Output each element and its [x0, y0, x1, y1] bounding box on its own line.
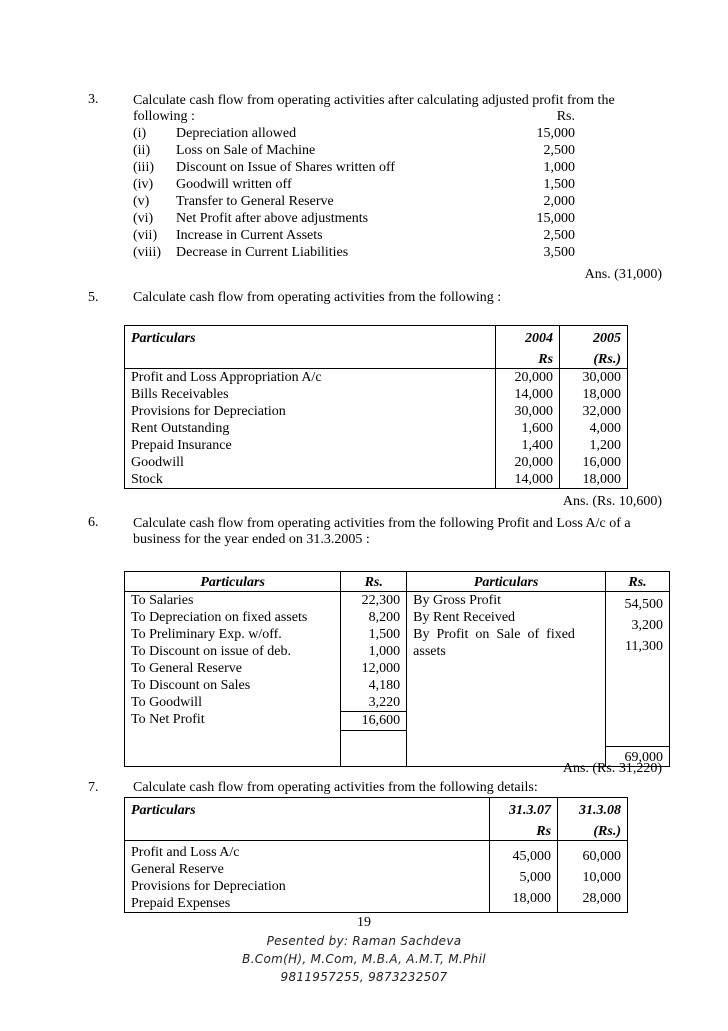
table-header-row: [125, 572, 670, 592]
credit-total: 69,000: [606, 746, 670, 766]
row-2005: 4,000: [589, 421, 621, 436]
list-item: General Reserve: [131, 862, 224, 877]
header-unit: (Rs.): [593, 352, 621, 367]
q6-answer: Ans. (Rs. 31,220): [562, 761, 662, 776]
q6-text-line1: Calculate cash flow from operating activities from the following Profit and Loss A/c of a: [133, 516, 631, 531]
row-2004: 14,000: [496, 471, 560, 489]
q3-currency: Rs.: [556, 109, 575, 124]
table-header-row: [125, 798, 628, 841]
header-2004: [496, 326, 560, 369]
list-item: [133, 245, 575, 262]
table-row: [125, 471, 628, 489]
footer-phone: 9811957255, 9873232507: [280, 970, 448, 984]
item-label: Goodwill written off: [176, 177, 292, 192]
item-amount: 2,500: [543, 228, 575, 243]
list-item: Profit and Loss A/c: [131, 845, 240, 860]
item-roman: (iv): [133, 177, 154, 192]
credit-labels: [407, 592, 606, 747]
list-item: [133, 228, 575, 245]
amount: 22,300: [361, 593, 401, 608]
list-item: [133, 194, 575, 211]
row-2005: 18,000: [582, 387, 621, 402]
table-body-row: [125, 841, 628, 913]
q6-number: 6.: [88, 515, 99, 530]
q5-text: Calculate cash flow from operating activities from the following :: [133, 290, 502, 305]
list-item: assets: [413, 644, 446, 659]
ledger-body-row: [125, 592, 670, 747]
amount: 4,180: [368, 678, 401, 693]
item-roman: (ii): [133, 143, 151, 158]
table-row: [125, 454, 628, 471]
blank-cell: [341, 746, 407, 766]
list-item: [133, 211, 575, 228]
header-2005: [560, 326, 628, 369]
list-item: By Rent Received: [413, 610, 516, 625]
q5-answer: Ans. (Rs. 10,600): [562, 494, 662, 509]
value: 18,000: [512, 891, 552, 906]
list-item: Prepaid Expenses: [131, 896, 231, 911]
header-particulars-credit: Particulars: [407, 572, 606, 592]
item-label: Transfer to General Reserve: [176, 194, 334, 209]
header-unit: Rs: [536, 824, 552, 839]
amount: 12,000: [361, 661, 401, 676]
item-amount: 15,000: [536, 126, 575, 141]
value: 28,000: [582, 891, 621, 906]
row-label: Bills Receivables: [125, 386, 496, 403]
q7-text: Calculate cash flow from operating activities from the following details:: [133, 780, 538, 795]
item-roman: (vi): [133, 211, 154, 226]
header-unit: (Rs.): [593, 824, 621, 839]
item-amount: 2,000: [543, 194, 575, 209]
item-label: Discount on Issue of Shares written off: [176, 160, 396, 175]
list-item: [133, 143, 575, 160]
header-particulars: Particulars: [125, 326, 496, 369]
item-label: Decrease in Current Liabilities: [176, 245, 349, 260]
row-2005: 18,000: [582, 472, 621, 487]
item-amount: 2,500: [543, 143, 575, 158]
item-amount: 15,000: [536, 211, 575, 226]
q7-table: [124, 797, 628, 913]
row-2004: 1,600: [496, 420, 560, 437]
list-item: By Gross Profit: [413, 593, 502, 608]
amount: 3,220: [368, 695, 401, 710]
list-item: By Profit on Sale of fixed: [413, 627, 575, 642]
blank-cell: [125, 746, 341, 766]
header-year: 2004: [525, 331, 554, 346]
list-item: To Net Profit: [131, 712, 205, 727]
page-number: 19: [357, 915, 371, 930]
list-item: To General Reserve: [131, 661, 242, 676]
header-year: 2005: [593, 331, 621, 346]
list-item: [133, 177, 575, 194]
footer-qualifications: B.Com(H), M.Com, M.B.A, A.M.T, M.Phil: [242, 952, 486, 966]
list-item: To Depreciation on fixed assets: [131, 610, 308, 625]
header-rs-credit: Rs.: [628, 575, 647, 590]
table-header-row: [125, 326, 628, 369]
list-item: To Discount on Sales: [131, 678, 251, 693]
item-roman: (viii): [133, 245, 161, 260]
row-label: Profit and Loss Appropriation A/c: [125, 369, 496, 387]
item-amount: 3,500: [543, 245, 575, 260]
row-2005: 1,200: [589, 438, 621, 453]
table-row: [125, 420, 628, 437]
list-item: Provisions for Depreciation: [131, 879, 286, 894]
row-label: Goodwill: [125, 454, 496, 471]
row-2005: 32,000: [582, 404, 621, 419]
item-roman: (iii): [133, 160, 154, 175]
row-2004: 20,000: [496, 454, 560, 471]
item-label: Loss on Sale of Machine: [176, 143, 316, 158]
q3-text-line1: Calculate cash flow from operating activities after calculating adjusted profit from the: [133, 93, 615, 108]
amount: 11,300: [625, 639, 663, 654]
row-label: Prepaid Insurance: [125, 437, 496, 454]
amount: 16,600: [341, 711, 406, 729]
row-label: Provisions for Depreciation: [125, 403, 496, 420]
amount: 1,500: [368, 627, 401, 642]
amount: 3,200: [631, 618, 663, 633]
debit-total-rule: [341, 730, 406, 731]
list-item: [133, 126, 575, 143]
q6-text-line2: business for the year ended on 31.3.2005 :: [133, 532, 370, 547]
item-amount: 1,000: [543, 160, 575, 175]
list-item: To Goodwill: [131, 695, 202, 710]
col-values-2: [558, 841, 628, 913]
header-date-2: [558, 798, 628, 841]
q7-number: 7.: [88, 780, 99, 795]
footer-presenter: Pesented by: Raman Sachdeva: [266, 934, 462, 948]
row-2005: 30,000: [582, 370, 621, 385]
q3-number: 3.: [88, 92, 99, 107]
item-roman: (vii): [133, 228, 158, 243]
row-labels: [125, 841, 490, 913]
item-roman: (v): [133, 194, 150, 209]
table-row: [125, 386, 628, 403]
table-row: [125, 437, 628, 454]
q3-answer: Ans. (31,000): [584, 267, 662, 282]
row-2004: 20,000: [496, 369, 560, 387]
row-2004: 1,400: [496, 437, 560, 454]
header-unit: Rs: [538, 352, 554, 367]
item-label: Depreciation allowed: [176, 126, 297, 141]
q3-text-line2: following :: [133, 109, 195, 124]
credit-amounts: [606, 592, 670, 747]
value: 5,000: [519, 870, 552, 885]
header-particulars: Particulars: [125, 798, 490, 841]
debit-amounts: [341, 592, 407, 747]
value: 10,000: [582, 870, 621, 885]
list-item: To Discount on issue of deb.: [131, 644, 292, 659]
header-date-1: [490, 798, 558, 841]
table-row: [125, 403, 628, 420]
header-particulars-debit: Particulars: [125, 572, 341, 592]
q5-table: [124, 325, 628, 489]
row-label: Stock: [125, 471, 496, 489]
q6-ledger-table: [124, 571, 670, 767]
item-amount: 1,500: [543, 177, 575, 192]
header-rs-debit: Rs.: [341, 572, 407, 592]
amount: 8,200: [368, 610, 401, 625]
q5-number: 5.: [88, 290, 99, 305]
table-row: [125, 369, 628, 387]
list-item: [133, 160, 575, 177]
row-2004: 14,000: [496, 386, 560, 403]
value: 45,000: [512, 849, 552, 864]
col-values-1: [490, 841, 558, 913]
row-label: Rent Outstanding: [125, 420, 496, 437]
value: 60,000: [582, 849, 621, 864]
list-item: To Salaries: [131, 593, 194, 608]
row-2004: 30,000: [496, 403, 560, 420]
row-2005: 16,000: [582, 455, 621, 470]
item-label: Increase in Current Assets: [176, 228, 323, 243]
header-date: 31.3.08: [579, 803, 621, 818]
amount: 54,500: [624, 597, 663, 612]
item-roman: (i): [133, 126, 147, 141]
debit-labels: [125, 592, 341, 747]
list-item: To Preliminary Exp. w/off.: [131, 627, 282, 642]
amount: 1,000: [368, 644, 401, 659]
header-date: 31.3.07: [509, 803, 552, 818]
item-label: Net Profit after above adjustments: [176, 211, 369, 226]
